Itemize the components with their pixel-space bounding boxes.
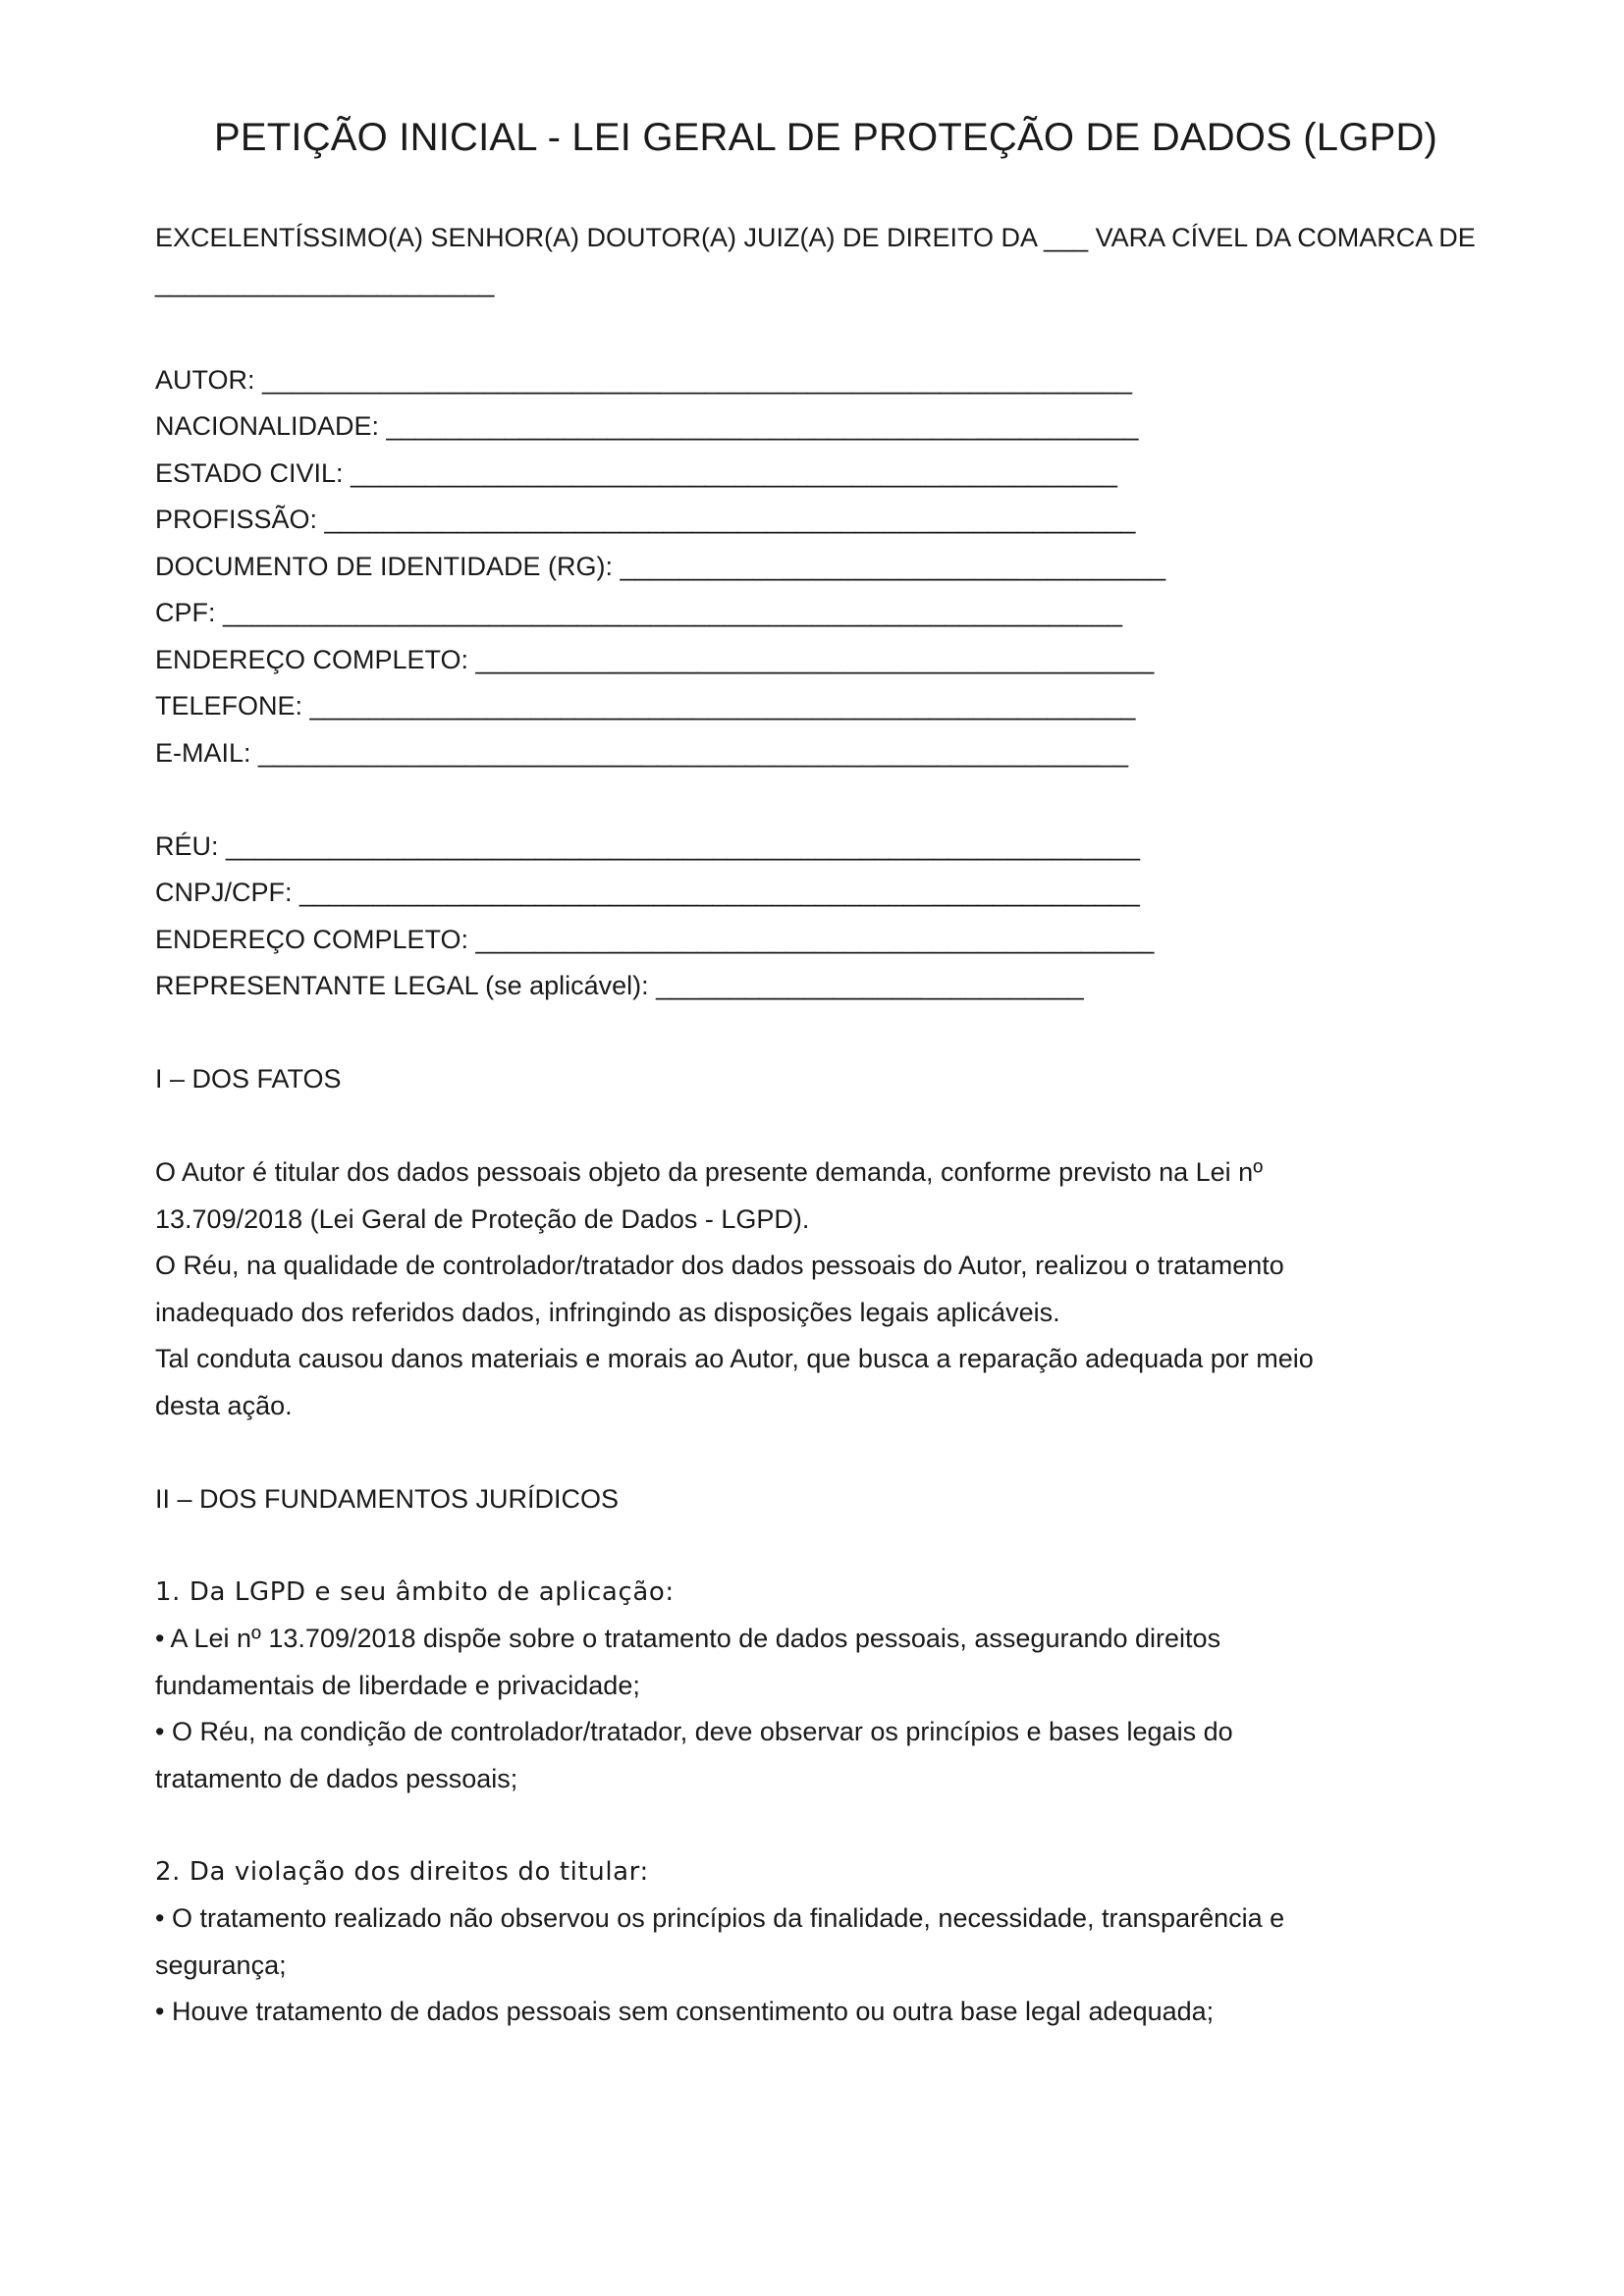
- section-heading-fundamentos: II – DOS FUNDAMENTOS JURÍDICOS: [155, 1484, 620, 1514]
- addressee-line: EXCELENTÍSSIMO(A) SENHOR(A) DOUTOR(A) JUIZ(A) DE DIREITO DA ___ VARA CÍVEL DA COMARCA DE: [155, 223, 1476, 252]
- subsection-heading-lgpd: 1. Da LGPD e seu âmbito de aplicação:: [155, 1577, 675, 1607]
- paragraph-line: desta ação.: [155, 1391, 293, 1420]
- field-endereco-autor: ENDEREÇO COMPLETO: ______________________________________________: [155, 645, 1155, 674]
- bullet-line: • A Lei nº 13.709/2018 dispõe sobre o tratamento de dados pessoais, assegurando direitos: [155, 1624, 1221, 1653]
- field-estado-civil: ESTADO CIVIL: ____________________________________________________: [155, 458, 1117, 488]
- paragraph-line: inadequado dos referidos dados, infringindo as disposições legais aplicáveis.: [155, 1298, 1060, 1327]
- field-autor: AUTOR: ___________________________________________________________: [155, 365, 1132, 395]
- field-representante-legal: REPRESENTANTE LEGAL (se aplicável): _____________________________: [155, 971, 1084, 1000]
- field-rg: DOCUMENTO DE IDENTIDADE (RG): _____________________________________: [155, 552, 1166, 581]
- paragraph-line: 13.709/2018 (Lei Geral de Proteção de Dados - LGPD).: [155, 1204, 810, 1234]
- bullet-line: • O tratamento realizado não observou os princípios da finalidade, necessidade, transparência e: [155, 1903, 1285, 1933]
- field-cpf: CPF: _____________________________________________________________: [155, 598, 1122, 627]
- section-heading-fatos: I – DOS FATOS: [155, 1064, 342, 1094]
- field-endereco-reu: ENDEREÇO COMPLETO: ______________________________________________: [155, 925, 1155, 954]
- field-profissao: PROFISSÃO: _______________________________________________________: [155, 505, 1136, 534]
- paragraph-line: O Réu, na qualidade de controlador/tratador dos dados pessoais do Autor, realizou o tratamento: [155, 1251, 1284, 1280]
- paragraph-line: Tal conduta causou danos materiais e morais ao Autor, que busca a reparação adequada por meio: [155, 1344, 1314, 1373]
- document-title: PETIÇÃO INICIAL - LEI GERAL DE PROTEÇÃO DE DADOS (LGPD): [214, 116, 1438, 159]
- field-cnpj-cpf: CNPJ/CPF: _________________________________________________________: [155, 878, 1140, 907]
- bullet-line: fundamentais de liberdade e privacidade;: [155, 1671, 640, 1700]
- paragraph-line: O Autor é titular dos dados pessoais objeto da presente demanda, conforme previsto na Lei nº: [155, 1157, 1264, 1187]
- bullet-line: tratamento de dados pessoais;: [155, 1764, 518, 1793]
- bullet-line: • Houve tratamento de dados pessoais sem consentimento ou outra base legal adequada;: [155, 1997, 1215, 2026]
- field-nacionalidade: NACIONALIDADE: ___________________________________________________: [155, 411, 1139, 441]
- subsection-heading-violacao: 2. Da violação dos direitos do titular:: [155, 1857, 649, 1887]
- bullet-line: • O Réu, na condição de controlador/tratador, deve observar os princípios e bases legais do: [155, 1717, 1233, 1746]
- field-telefone: TELEFONE: ________________________________________________________: [155, 691, 1136, 721]
- field-email: E-MAIL: ___________________________________________________________: [155, 738, 1128, 768]
- bullet-line: segurança;: [155, 1950, 287, 1980]
- field-reu: RÉU: ______________________________________________________________: [155, 831, 1141, 861]
- addressee-blank-line: _______________________: [155, 268, 495, 297]
